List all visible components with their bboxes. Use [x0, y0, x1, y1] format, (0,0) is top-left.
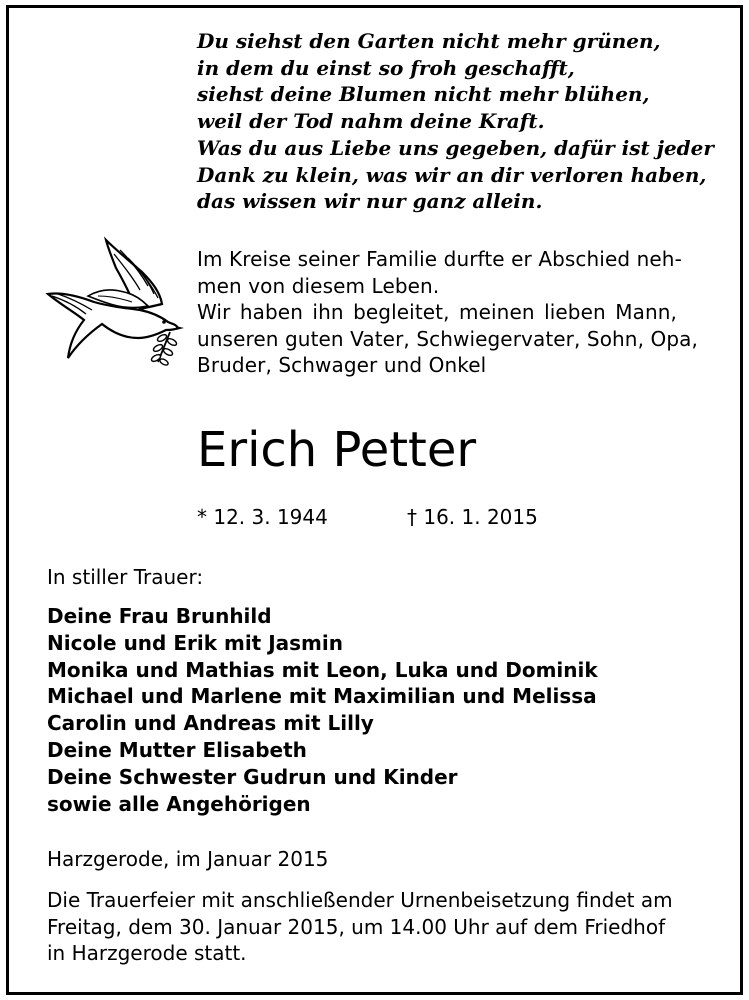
farewell-line: Bruder, Schwager und Onkel [197, 353, 487, 377]
farewell-line: unseren guten Vater, Schwiegervater, Sohn, Opa, [197, 326, 698, 351]
farewell-text [197, 246, 697, 379]
poem-line: weil der Tod nahm deine Kraft. [197, 109, 545, 134]
farewell-line: Wir haben ihn begleitet, meinen lieben Mann, [197, 300, 677, 324]
mourner-entry: sowie alle Angehörigen [47, 791, 311, 816]
place-and-date: Harzgerode, im Januar 2015 [47, 847, 329, 871]
mourners-list [47, 603, 598, 817]
mourner-entry: Deine Frau Brunhild [47, 604, 272, 628]
poem-line: Dank zu klein, was wir an dir verloren haben, [197, 162, 707, 187]
poem-line: Was du aus Liebe uns gegeben, dafür ist jeder [197, 135, 714, 160]
mourner-entry: Carolin und Andreas mit Lilly [47, 711, 374, 736]
mourner-entry: Deine Schwester Gudrun und Kinder [47, 764, 458, 789]
dove-with-olive-branch-icon [44, 234, 190, 366]
poem-line: das wissen wir nur ganz allein. [197, 189, 543, 214]
farewell-line: men von diesem Leben. [197, 273, 440, 298]
death-date: † 16. 1. 2015 [407, 505, 538, 529]
mourning-intro: In stiller Trauer: [47, 565, 204, 589]
mourner-entry: Nicole und Erik mit Jasmin [47, 630, 343, 655]
funeral-service-notice [47, 887, 673, 967]
poem-line: Du siehst den Garten nicht mehr grünen, [197, 29, 661, 53]
service-line: Die Trauerfeier mit anschließender Urnenbeisetzung findet am [47, 888, 673, 912]
deceased-name: Erich Petter [197, 422, 477, 478]
mourner-entry: Michael und Marlene mit Maximilian und Melissa [47, 684, 597, 709]
mourner-entry: Deine Mutter Elisabeth [47, 737, 307, 762]
farewell-line: Im Kreise seiner Familie durfte er Abschied neh- [197, 247, 682, 271]
mourner-entry: Monika und Mathias mit Leon, Luka und Dominik [47, 657, 598, 682]
poem-line: in dem du einst so froh geschafft, [197, 55, 575, 80]
service-line: Freitag, dem 30. Januar 2015, um 14.00 Uhr auf dem Friedhof [47, 914, 666, 939]
memorial-poem [197, 28, 717, 215]
poem-line: siehst deine Blumen nicht mehr blühen, [197, 82, 650, 107]
service-line: in Harzgerode statt. [47, 941, 247, 965]
birth-date: * 12. 3. 1944 [197, 505, 328, 529]
